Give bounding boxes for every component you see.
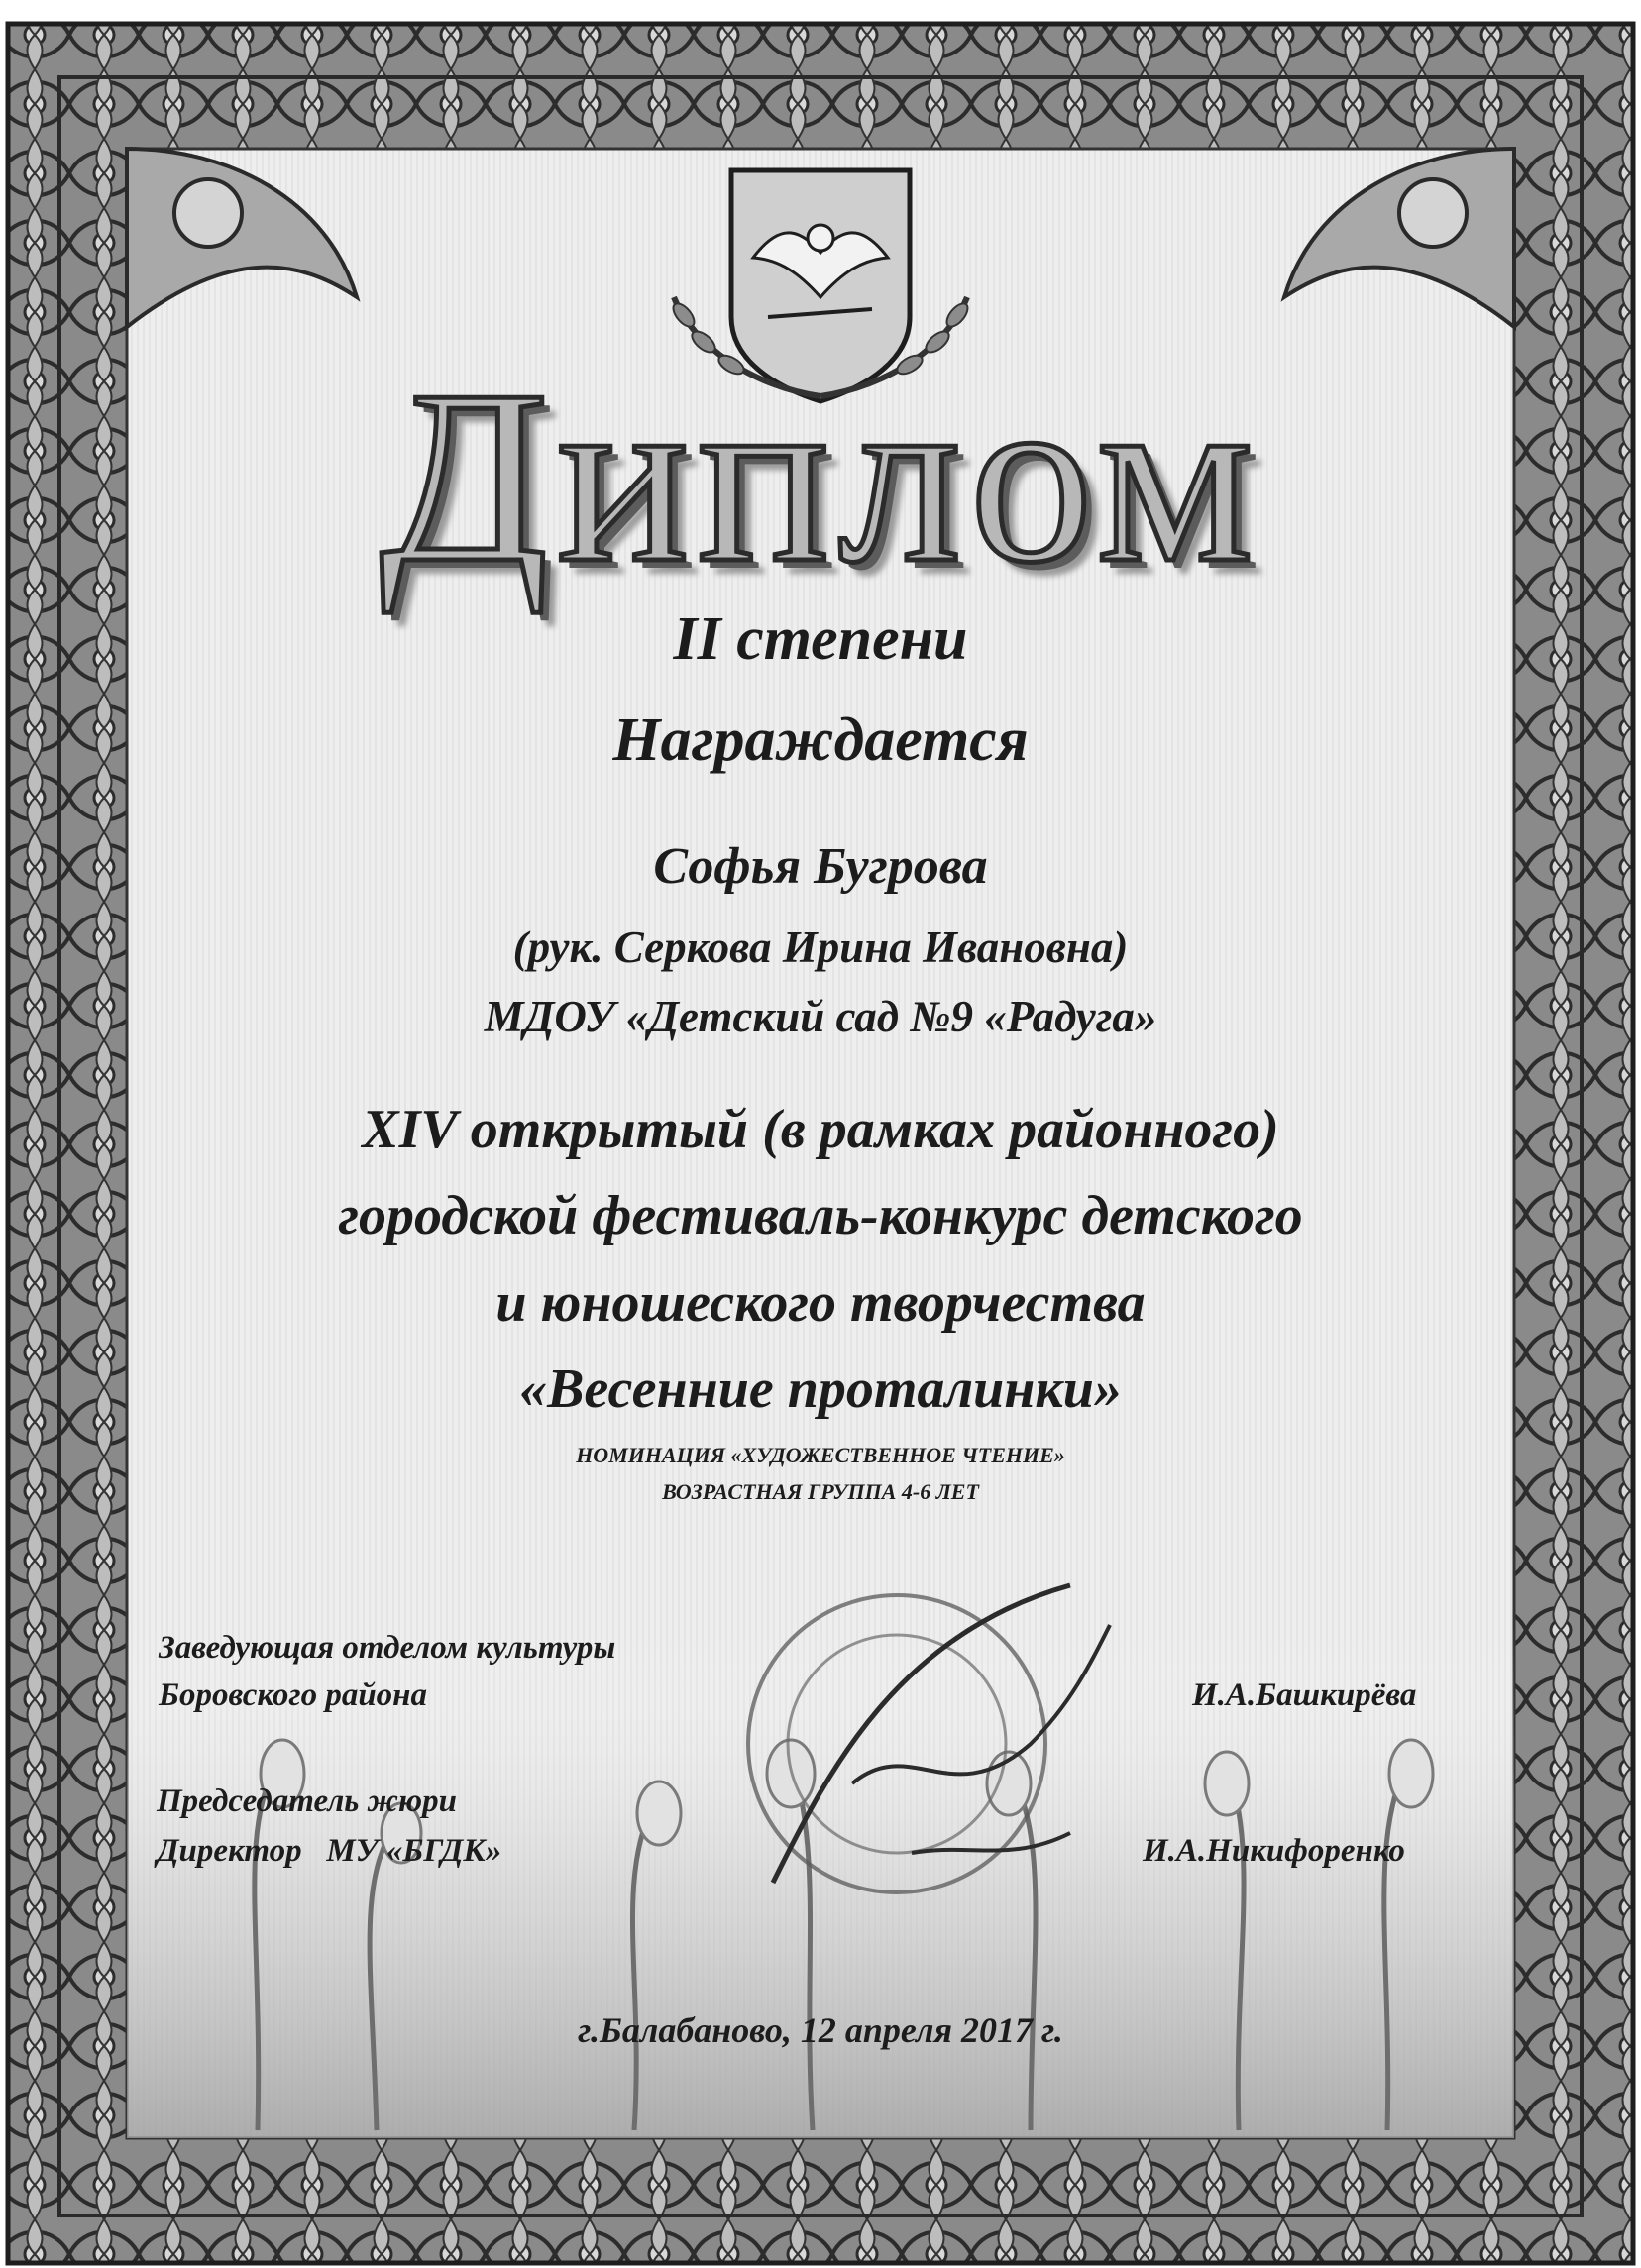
place-and-date: г.Балабаново, 12 апреля 2017 г. (578, 2010, 1063, 2050)
recipient-name: Софья Бугрова (653, 838, 988, 895)
age-group: ВОЗРАСТНАЯ ГРУППА 4-6 ЛЕТ (662, 1479, 979, 1504)
awarded-label: Награждается (612, 706, 1029, 774)
nomination: НОМИНАЦИЯ «ХУДОЖЕСТВЕННОЕ ЧТЕНИЕ» (576, 1443, 1065, 1467)
signatory-2-title-line-2: Директор МУ «БГДК» (157, 1833, 502, 1869)
supervisor: (рук. Серкова Ирина Ивановна) (512, 922, 1129, 972)
signatory-2-name: И.А.Никифоренко (1143, 1833, 1405, 1869)
signatory-1-name: И.А.Башкирёва (1192, 1677, 1417, 1713)
degree: II степени (673, 605, 968, 673)
diploma-title: Диплом (380, 340, 1261, 614)
signatory-1-title-line-2: Боровского района (159, 1677, 427, 1713)
event-line-2: городской фестиваль-конкурс детского (338, 1185, 1303, 1246)
signatory-2-title-line-1: Председатель жюри (157, 1783, 457, 1819)
event-line-3: и юношеского творчества (495, 1272, 1146, 1334)
event-name: «Весенние проталинки» (519, 1358, 1122, 1420)
signatory-1-title-line-1: Заведующая отделом культуры (159, 1630, 616, 1666)
institution: МДОУ «Детский сад №9 «Радуга» (484, 992, 1157, 1041)
event-line-1: XIV открытый (в рамках районного) (362, 1099, 1279, 1160)
